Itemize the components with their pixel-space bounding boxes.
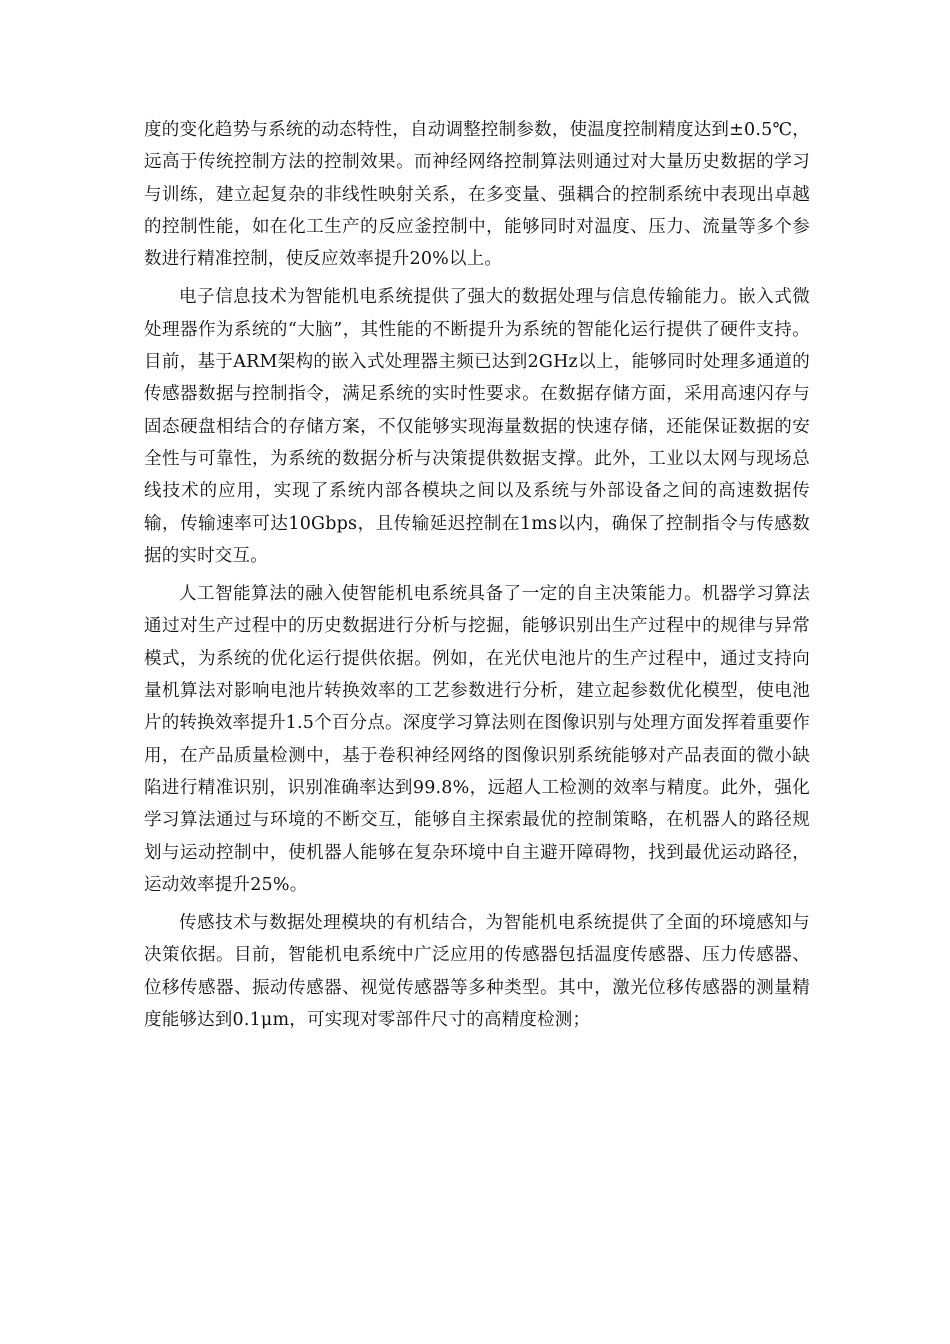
- paragraph-ai-algorithms: 人工智能算法的融入使智能机电系统具备了一定的自主决策能力。机器学习算法通过对生产过程中的历史数据进行分析与挖掘，能够识别出生产过程中的规律与异常模式，为系统的优化运行提供依据。例如，在光伏电池片的生产过程中，通过支持向量机算法对影响电池片转换效率的工艺参数进行分析，建立起参数优化模型，使电池片的转换效率提升1.5个百分点。深度学习算法则在图像识别与处理方面发挥着重要作用，在产品质量检测中，基于卷积神经网络的图像识别系统能够对产品表面的微小缺陷进行精准识别，识别准确率达到99.8%，远超人工检测的效率与精度。此外，强化学习算法通过与环境的不断交互，能够自主探索最优的控制策略，在机器人的路径规划与运动控制中，使机器人能够在复杂环境中自主避开障碍物，找到最优运动路径，运动效率提升25%。: [144, 584, 810, 895]
- paragraph-electronic-info: 电子信息技术为智能机电系统提供了强大的数据处理与信息传输能力。嵌入式微处理器作为系统的“大脑”，其性能的不断提升为系统的智能化运行提供了硬件支持。目前，基于ARM架构的嵌入式处理器主频已达到2GHz以上，能够同时处理多通道的传感器数据与控制指令，满足系统的实时性要求。在数据存储方面，采用高速闪存与固态硬盘相结合的存储方案，不仅能够实现海量数据的快速存储，还能保证数据的安全性与可靠性，为系统的数据分析与决策提供数据支撑。此外，工业以太网与现场总线技术的应用，实现了系统内部各模块之间以及系统与外部设备之间的高速数据传输，传输速率可达10Gbps，且传输延迟控制在1ms以内，确保了控制指令与传感数据的实时交互。: [144, 287, 810, 566]
- paragraph-sensing-tech: 传感技术与数据处理模块的有机结合，为智能机电系统提供了全面的环境感知与决策依据。目前，智能机电系统中广泛应用的传感器包括温度传感器、压力传感器、位移传感器、振动传感器、视觉传感器等多种类型。其中，激光位移传感器的测量精度能够达到0.1μm，可实现对零部件尺寸的高精度检测；: [144, 913, 810, 1031]
- paragraph-continuation: 度的变化趋势与系统的动态特性，自动调整控制参数，使温度控制精度达到±0.5℃，远高于传统控制方法的控制效果。而神经网络控制算法则通过对大量历史数据的学习与训练，建立起复杂的非线性映射关系，在多变量、强耦合的控制系统中表现出卓越的控制性能，如在化工生产的反应釜控制中，能够同时对温度、压力、流量等多个参数进行精准控制，使反应效率提升20%以上。: [144, 120, 810, 270]
